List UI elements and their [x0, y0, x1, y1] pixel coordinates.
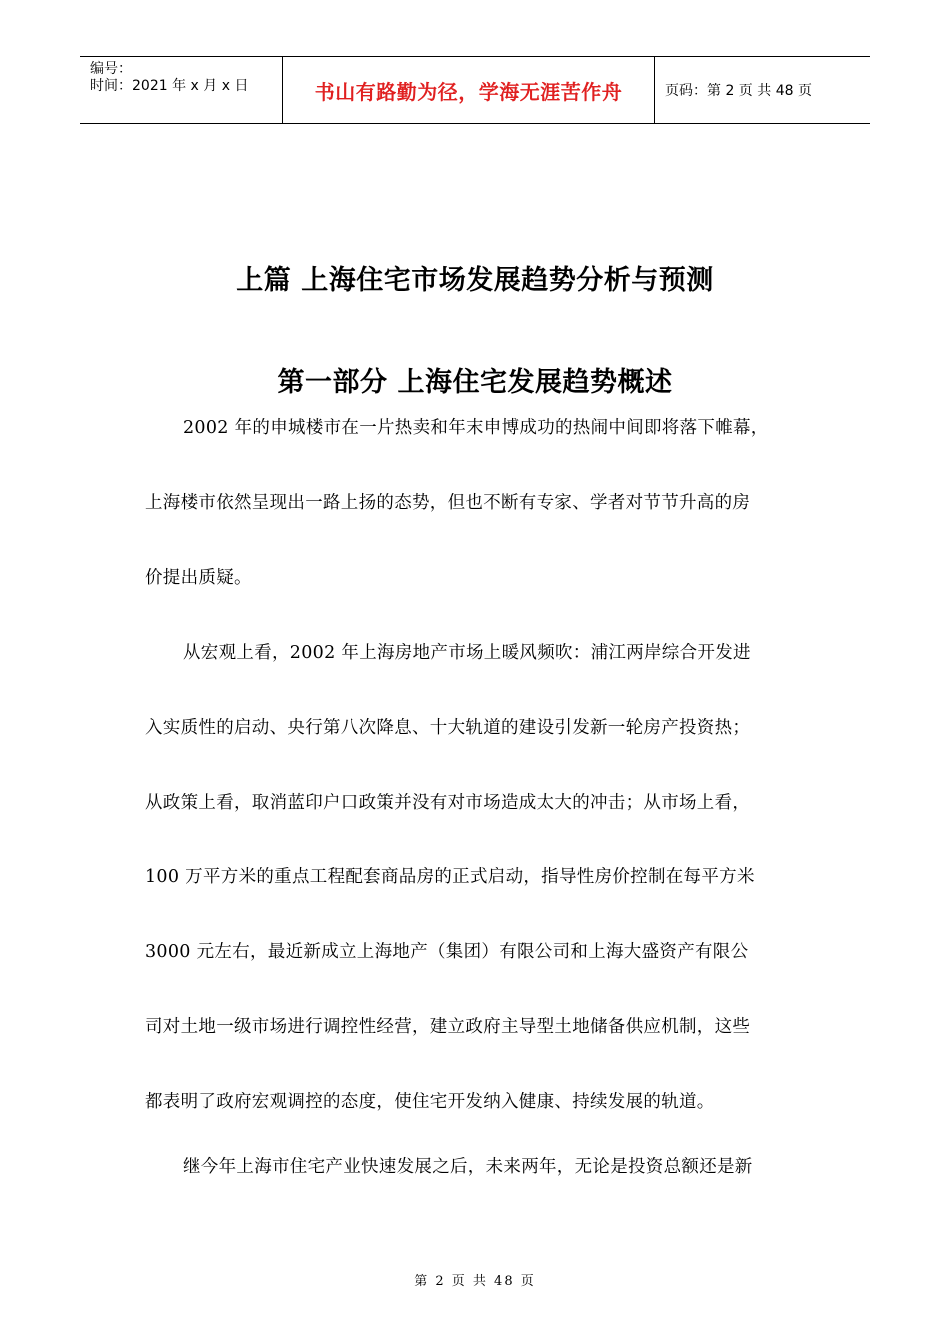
header-motto: 书山有路勤为径，学海无涯苦作舟 [282, 57, 655, 123]
header-meta [80, 57, 282, 123]
body-line: 都表明了政府宏观调控的态度，使住宅开发纳入健康、持续发展的轨道。 [145, 1092, 715, 1112]
document-title: 上篇 上海住宅市场发展趋势分析与预测 [236, 265, 714, 296]
body-line: 入实质性的启动、央行第八次降息、十大轨道的建设引发新一轮房产投资热； [145, 718, 751, 738]
body-line: 从政策上看，取消蓝印户口政策并没有对市场造成太大的冲击；从市场上看， [145, 793, 751, 813]
body-line: 从宏观上看，2002 年上海房地产市场上暖风频吹：浦江两岸综合开发进 [183, 643, 751, 663]
page-footer: 第 2 页 共 48 页 [414, 1274, 536, 1289]
body-line: 继今年上海市住宅产业快速发展之后，未来两年，无论是投资总额还是新 [183, 1157, 753, 1177]
body-line: 2002 年的申城楼市在一片热卖和年末申博成功的热闹中间即将落下帷幕， [183, 418, 769, 438]
page-header [80, 56, 870, 124]
body-line: 100 万平方米的重点工程配套商品房的正式启动，指导性房价控制在每平方米 [145, 867, 755, 887]
header-page-info: 页码：第 2 页 共 48 页 [665, 83, 812, 99]
document-number-label: 编号： [90, 61, 132, 77]
body-line: 价提出质疑。 [145, 568, 252, 588]
body-line: 上海楼市依然呈现出一路上扬的态势，但也不断有专家、学者对节节升高的房 [145, 493, 751, 513]
section-title: 第一部分 上海住宅发展趋势概述 [277, 367, 673, 398]
body-line: 3000 元左右，最近新成立上海地产（集团）有限公司和上海大盛资产有限公 [145, 942, 749, 962]
body-line: 司对土地一级市场进行调控性经营，建立政府主导型土地储备供应机制，这些 [145, 1017, 751, 1037]
document-date: 时间：2021 年 x 月 x 日 [90, 78, 249, 94]
